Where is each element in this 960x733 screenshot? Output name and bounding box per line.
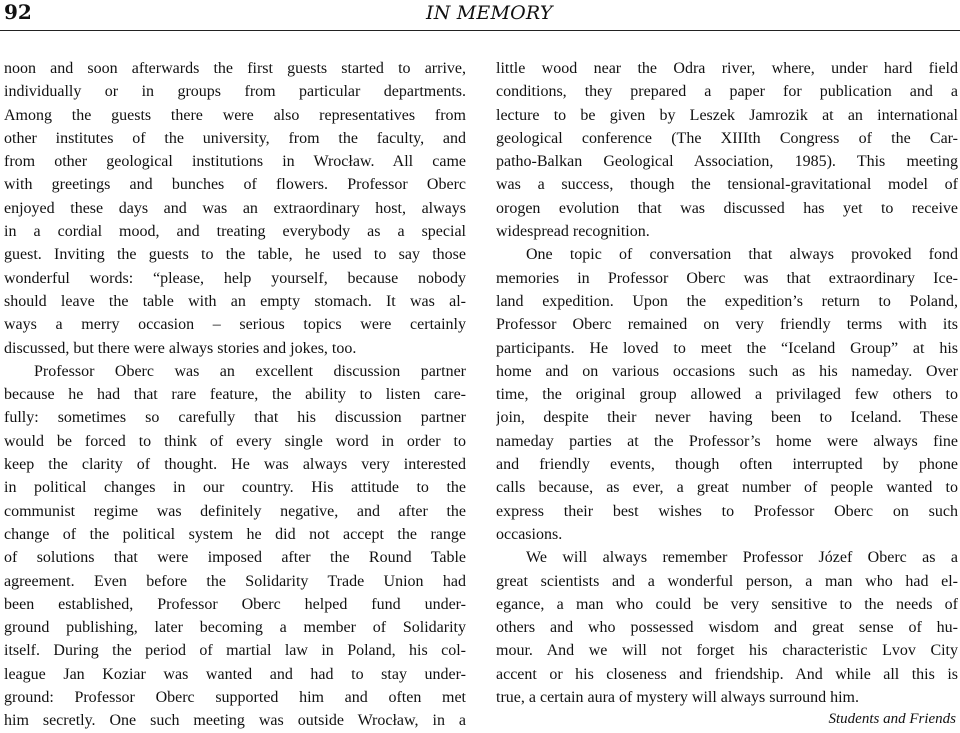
left-text-column [4, 57, 466, 733]
text-line: from other geological institutions in Wrocław. All came [4, 153, 466, 171]
text-line: in a cordial mood, and treating everybody as a special [4, 223, 466, 241]
text-line: lecture to be given by Leszek Jamrozik at an international [496, 106, 958, 124]
text-line: great scientists and a wonderful person, a man who had el- [496, 572, 958, 590]
text-line: ground: Professor Oberc supported him and often met [4, 689, 466, 707]
text-line: agreement. Even before the Solidarity Trade Union had [4, 572, 466, 590]
text-line: mour. And we will not forget his characteristic Lvov City [496, 642, 958, 660]
text-line: patho-Balkan Geological Association, 1985). This meeting [496, 153, 958, 171]
text-line: memories in Professor Oberc was that extraordinary Ice- [496, 269, 958, 287]
text-line: others and who possessed wisdom and great sense of hu- [496, 619, 958, 637]
running-head: IN MEMORY [426, 2, 553, 24]
text-line: should leave the table with an empty stomach. It was al- [4, 292, 466, 310]
text-line: league Jan Koziar was wanted and had to stay under- [4, 665, 466, 683]
text-line: would be forced to think of every single word in order to [4, 432, 466, 450]
text-line: and friendly events, though often interrupted by phone [496, 456, 958, 474]
text-line: wonderful words: “please, help yourself, because nobody [4, 269, 466, 287]
text-line: calls because, as ever, a great number of people wanted to [496, 479, 958, 497]
header-rule [0, 30, 960, 31]
signature: Students and Friends [828, 711, 956, 728]
text-line: Professor Oberc remained on very friendly terms with its [496, 316, 958, 334]
page-header [0, 0, 960, 30]
text-line: occasions. [496, 525, 563, 543]
text-line: noon and soon afterwards the first guests started to arrive, [4, 60, 466, 77]
text-line: with greetings and bunches of flowers. Professor Oberc [4, 176, 466, 194]
text-line: enjoyed these days and was an extraordinary host, always [4, 199, 466, 217]
text-line: because he had that rare feature, the ability to listen care- [4, 386, 466, 404]
text-line: fully: sometimes so carefully that his discussion partner [4, 409, 466, 427]
text-line: him secretly. One such meeting was outside Wrocław, in a [4, 712, 466, 730]
text-line: conditions, they prepared a paper for publication and a [496, 83, 958, 101]
text-line: accent or his closeness and friendship. And while all this is [496, 665, 958, 683]
text-line: Professor Oberc was an excellent discussion partner [34, 362, 466, 380]
text-line: ways a merry occasion – serious topics were certainly [4, 316, 466, 334]
text-line: other institutes of the university, from the faculty, and [4, 129, 466, 147]
text-line: change of the political system he did not accept the range [4, 525, 466, 543]
text-line: join, despite their never having been to Iceland. These [496, 409, 958, 427]
text-line: keep the clarity of thought. He was always very interested [4, 456, 466, 474]
text-line: ground publishing, later becoming a member of Solidarity [4, 619, 466, 637]
text-line: widespread recognition. [496, 223, 650, 241]
text-line: been established, Professor Oberc helped fund under- [4, 595, 466, 613]
text-line: guest. Inviting the guests to the table, he used to say those [4, 246, 466, 264]
text-line: communist regime was definitely negative, and after the [4, 502, 466, 520]
text-line: land expedition. Upon the expedition’s return to Poland, [496, 292, 958, 310]
text-line: was a success, though the tensional-gravitational model of [496, 176, 958, 194]
text-line: Among the guests there were also representatives from [4, 106, 466, 124]
text-line: orogen evolution that was discussed has yet to receive [496, 199, 958, 217]
text-line: home and on various occasions such as his nameday. Over [496, 362, 958, 380]
text-line: geological conference (The XIIIth Congress of the Car- [496, 129, 958, 147]
text-line: participants. He loved to meet the “Iceland Group” at his [496, 339, 958, 357]
text-line: of solutions that were imposed after the Round Table [4, 549, 466, 567]
right-text-column [496, 57, 958, 729]
text-line: egance, a man who could be very sensitive to the needs of [496, 595, 958, 613]
text-line: itself. During the period of martial law in Poland, his col- [4, 642, 466, 660]
text-line: nameday parties at the Professor’s home were always fine [496, 432, 958, 450]
text-line: express their best wishes to Professor Oberc on such [496, 502, 958, 520]
text-line: little wood near the Odra river, where, under hard field [496, 60, 958, 77]
text-line: in political changes in our country. His attitude to the [4, 479, 466, 497]
text-line: One topic of conversation that always provoked fond [526, 246, 958, 264]
page-number: 92 [4, 0, 32, 24]
text-line: true, a certain aura of mystery will always surround him. [496, 689, 859, 707]
text-line: individually or in groups from particular departments. [4, 83, 466, 101]
text-line: discussed, but there were always stories and jokes, too. [4, 339, 357, 357]
text-line: We will always remember Professor Józef Oberc as a [526, 549, 958, 567]
text-line: time, the original group allowed a privilaged few others to [496, 386, 958, 404]
